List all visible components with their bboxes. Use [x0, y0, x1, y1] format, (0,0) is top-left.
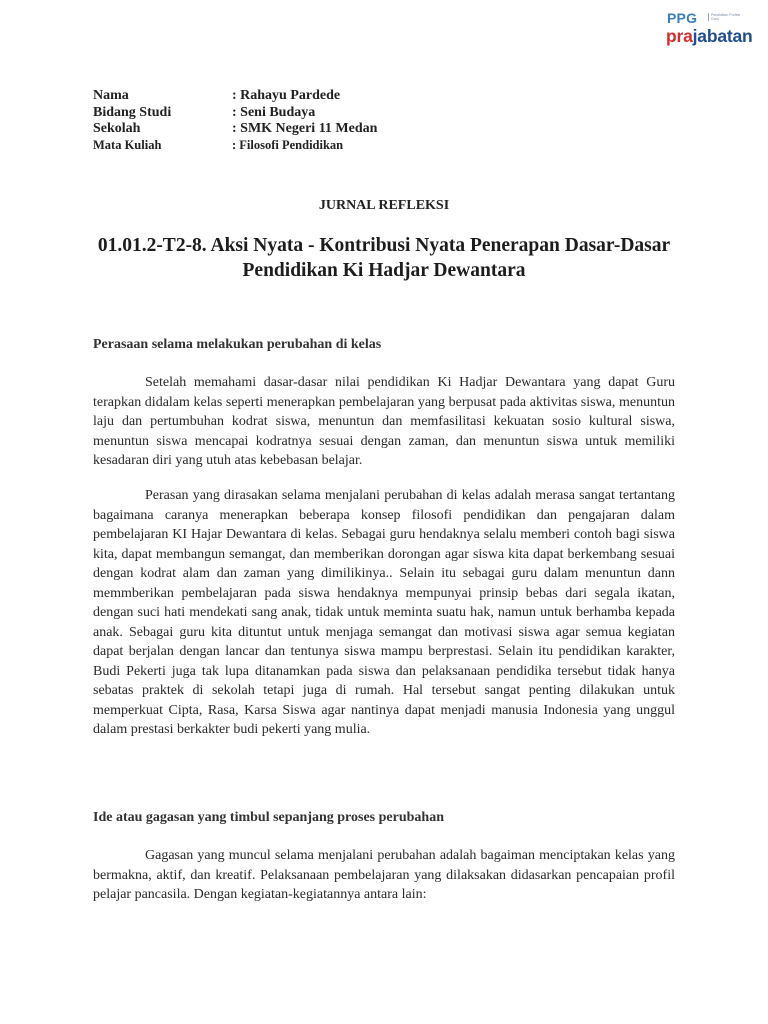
logo-subtitle: Pendidikan Profesi Guru — [708, 13, 747, 21]
identity-label: Nama — [93, 88, 129, 103]
identity-value: : Rahayu Pardede — [232, 88, 341, 103]
identity-value: : Seni Budaya — [232, 104, 316, 120]
document-title: 01.01.2-T2-8. Aksi Nyata - Kontribusi Nyata Penerapan Dasar-Dasar Pendidikan Ki Hadjar Dewantara — [97, 235, 671, 281]
section-heading-ide: Ide atau gagasan yang timbul sepanjang proses perubahan — [93, 810, 444, 825]
document-type-label: JURNAL REFLEKSI — [318, 198, 450, 213]
identity-label: Sekolah — [93, 121, 141, 136]
logo-ppg-text: PPG — [667, 10, 698, 26]
identity-label: Bidang Studi — [93, 104, 172, 120]
identity-row-mata-kuliah — [93, 138, 377, 153]
ppg-prajabatan-logo — [666, 10, 760, 50]
identity-row-sekolah — [93, 121, 377, 138]
section-heading-perasaan: Perasaan selama melakukan perubahan di kelas — [93, 337, 382, 352]
identity-block — [93, 88, 377, 153]
identity-row-bidang-studi — [93, 105, 377, 122]
paragraph: Setelah memahami dasar-dasar nilai pendidikan Ki Hadjar Dewantara yang dapat Guru terapkan didalam kelas seperti menerapkan pembelajaran yang berpusat pada aktivitas siswa, menuntun laju dan pertumbuhan kodrat siswa, menuntun dan memfasilitasi kekuatan sosio kultural siswa, menuntun siswa mencapai kodratnya sesuai dengan zaman, dan menuntun siswa untuk memiliki kesadaran diri yang utuh atas kebebasan belajar. — [93, 375, 675, 468]
paragraph: Perasan yang dirasakan selama menjalani perubahan di kelas adalah merasa sangat tertantang bagaimana caranya menerapkan beberapa konsep filosofi pendidikan dan pengajaran dalam pembelajaran KI Hajar Dewantara di kelas. Sebagai guru hendaknya selalu memberi contoh bagi siswa kita, dapat membangun semangat, dan memberikan dorongan agar siswa kita dapat berkembang sesuai dengan kodrat alam dan zaman yang dimilikinya.. Selain itu sebagai guru dalam menuntun dann memmberikan pembelajaran pada siswa hendaknya mempunyai prinsip bebas dari segala ikatan, dengan suci hati mendekati sang anak, tidak untuk meminta suatu hak, namun untuk berhamba kepada anak. Sebagai guru kita dituntut untuk menjaga semangat dan motivasi siswa agar semua kegiatan dapat berjalan dengan lancar dan tentunya siswa mampu berprestasi. Selain itu pendidikan karakter, Budi Pekerti juga tak lupa ditanamkan pada siswa dan pelaksanaan pendidika tersebut tidak hanya sebatas praktek di sekolah tetapi juga di rumah. Hal tersebut sangat penting dilakukan untuk memperkuat Cipta, Rasa, Karsa Siswa agar nantinya dapat menjadi manusia Indonesia yang unggul dalam prestasi berkakter budi pekerti yang mulia. — [93, 488, 675, 737]
identity-value: : SMK Negeri 11 Medan — [232, 121, 378, 136]
logo-prajabatan-text: prajabatan — [666, 26, 753, 46]
identity-label: Mata Kuliah — [93, 137, 162, 152]
identity-row-nama — [93, 88, 377, 105]
identity-value: : Filosofi Pendidikan — [232, 137, 344, 152]
paragraph: Gagasan yang muncul selama menjalani perubahan adalah bagaiman menciptakan kelas yang bermakna, aktif, dan kreatif. Pelaksanaan pembelajaran yang dilaksakan didasarkan pencapaian profil pelajar pancasila. Dengan kegiatan-kegiatannya antara lain: — [93, 848, 675, 902]
